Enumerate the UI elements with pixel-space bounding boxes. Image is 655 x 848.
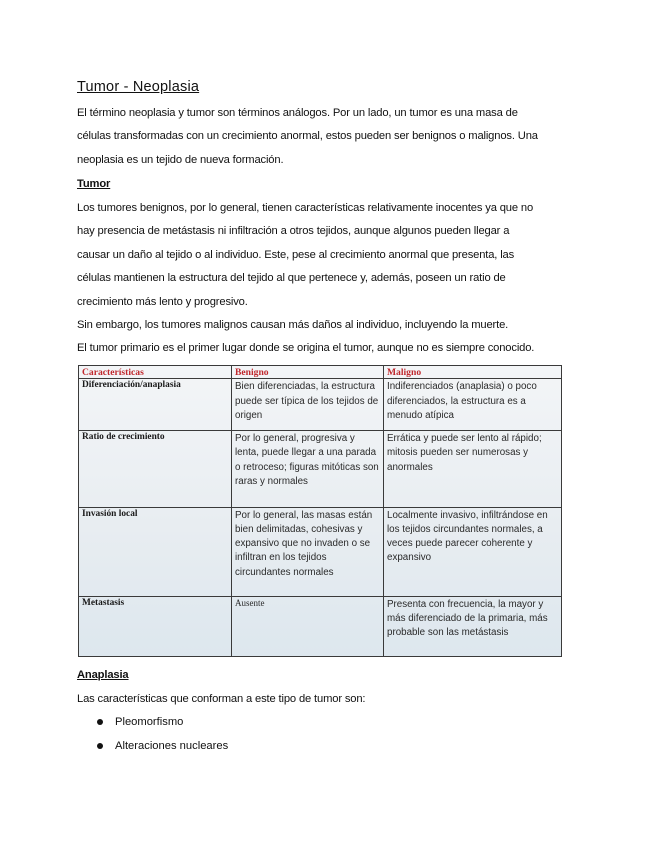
bullet-icon <box>97 719 103 725</box>
table-row <box>79 596 562 656</box>
benign-cell: Por lo general, las masas están bien delimitadas, cohesivas y expansivo que no invaden o se infiltran en los tejidos circundantes normales <box>232 507 384 596</box>
text-line: crecimiento más lento y progresivo. <box>77 295 248 308</box>
row-label: Diferenciación/anaplasia <box>79 379 232 431</box>
benign-cell: Bien diferenciadas, la estructura puede ser típica de los tejidos de origen <box>232 379 384 431</box>
text-line: causar un daño al tejido o al individuo. Este, pese al crecimiento anormal que presenta, las <box>77 248 515 261</box>
comparison-table <box>78 365 562 657</box>
text-line: hay presencia de metástasis ni infiltración a otros tejidos, aunque algunos pueden llegar a <box>77 225 510 238</box>
text-line: Los tumores benignos, por lo general, tienen características relativamente inocentes ya que no <box>77 202 534 214</box>
intro-paragraph <box>77 102 582 172</box>
anaplasia-intro: Las características que conforman a este tipo de tumor son: <box>77 693 366 705</box>
column-header-characteristics: Características <box>79 366 232 379</box>
row-label: Invasión local <box>79 507 232 596</box>
text-line: Sin embargo, los tumores malignos causan más daños al individuo, incluyendo la muerte. <box>77 319 509 332</box>
malignant-cell: Presenta con frecuencia, la mayor y más diferenciado de la primaria, más probable son las metástasis <box>384 596 562 656</box>
table-row <box>79 431 562 508</box>
anaplasia-list <box>97 710 228 758</box>
table-row <box>79 379 562 431</box>
text-line: células mantienen la estructura del tejido al que pertenece y, además, poseen un ratio de <box>77 272 506 285</box>
row-label: Ratio de crecimiento <box>79 431 232 508</box>
text-line: El término neoplasia y tumor son términos análogos. Por un lado, un tumor es una masa de <box>77 107 518 119</box>
list-item <box>97 710 228 734</box>
page-title: Tumor - Neoplasia <box>77 79 200 95</box>
malignant-cell: Localmente invasivo, infiltrándose en los tejidos circundantes normales, a veces puede parecer coherente y expansivo <box>384 507 562 596</box>
list-item <box>97 734 228 758</box>
bullet-icon <box>97 743 103 749</box>
malignant-cell: Indiferenciados (anaplasia) o poco diferenciados, la estructura es a menudo atípica <box>384 379 562 431</box>
malignant-cell: Errática y puede ser lento al rápido; mitosis pueden ser numerosas y anormales <box>384 431 562 508</box>
list-item-text: Alteraciones nucleares <box>115 740 229 752</box>
section-heading-tumor: Tumor <box>77 178 111 190</box>
column-header-benign: Benigno <box>232 366 384 379</box>
tumor-paragraph <box>77 197 582 361</box>
text-line: El tumor primario es el primer lugar donde se origina el tumor, aunque no es siempre conocido. <box>77 342 535 355</box>
table-row <box>79 507 562 596</box>
benign-cell: Por lo general, progresiva y lenta, puede llegar a una parada o retroceso; figuras mitóticas son raras y normales <box>232 431 384 508</box>
benign-cell: Ausente <box>232 596 384 656</box>
text-line: neoplasia es un tejido de nueva formación. <box>77 153 284 166</box>
column-header-malignant: Maligno <box>384 366 562 379</box>
row-label: Metastasis <box>79 596 232 656</box>
list-item-text: Pleomorfismo <box>115 716 184 728</box>
table-header-row <box>79 366 562 379</box>
text-line: células transformadas con un crecimiento anormal, estos pueden ser benignos o malignos. Una <box>77 130 538 143</box>
section-heading-anaplasia: Anaplasia <box>77 669 129 681</box>
